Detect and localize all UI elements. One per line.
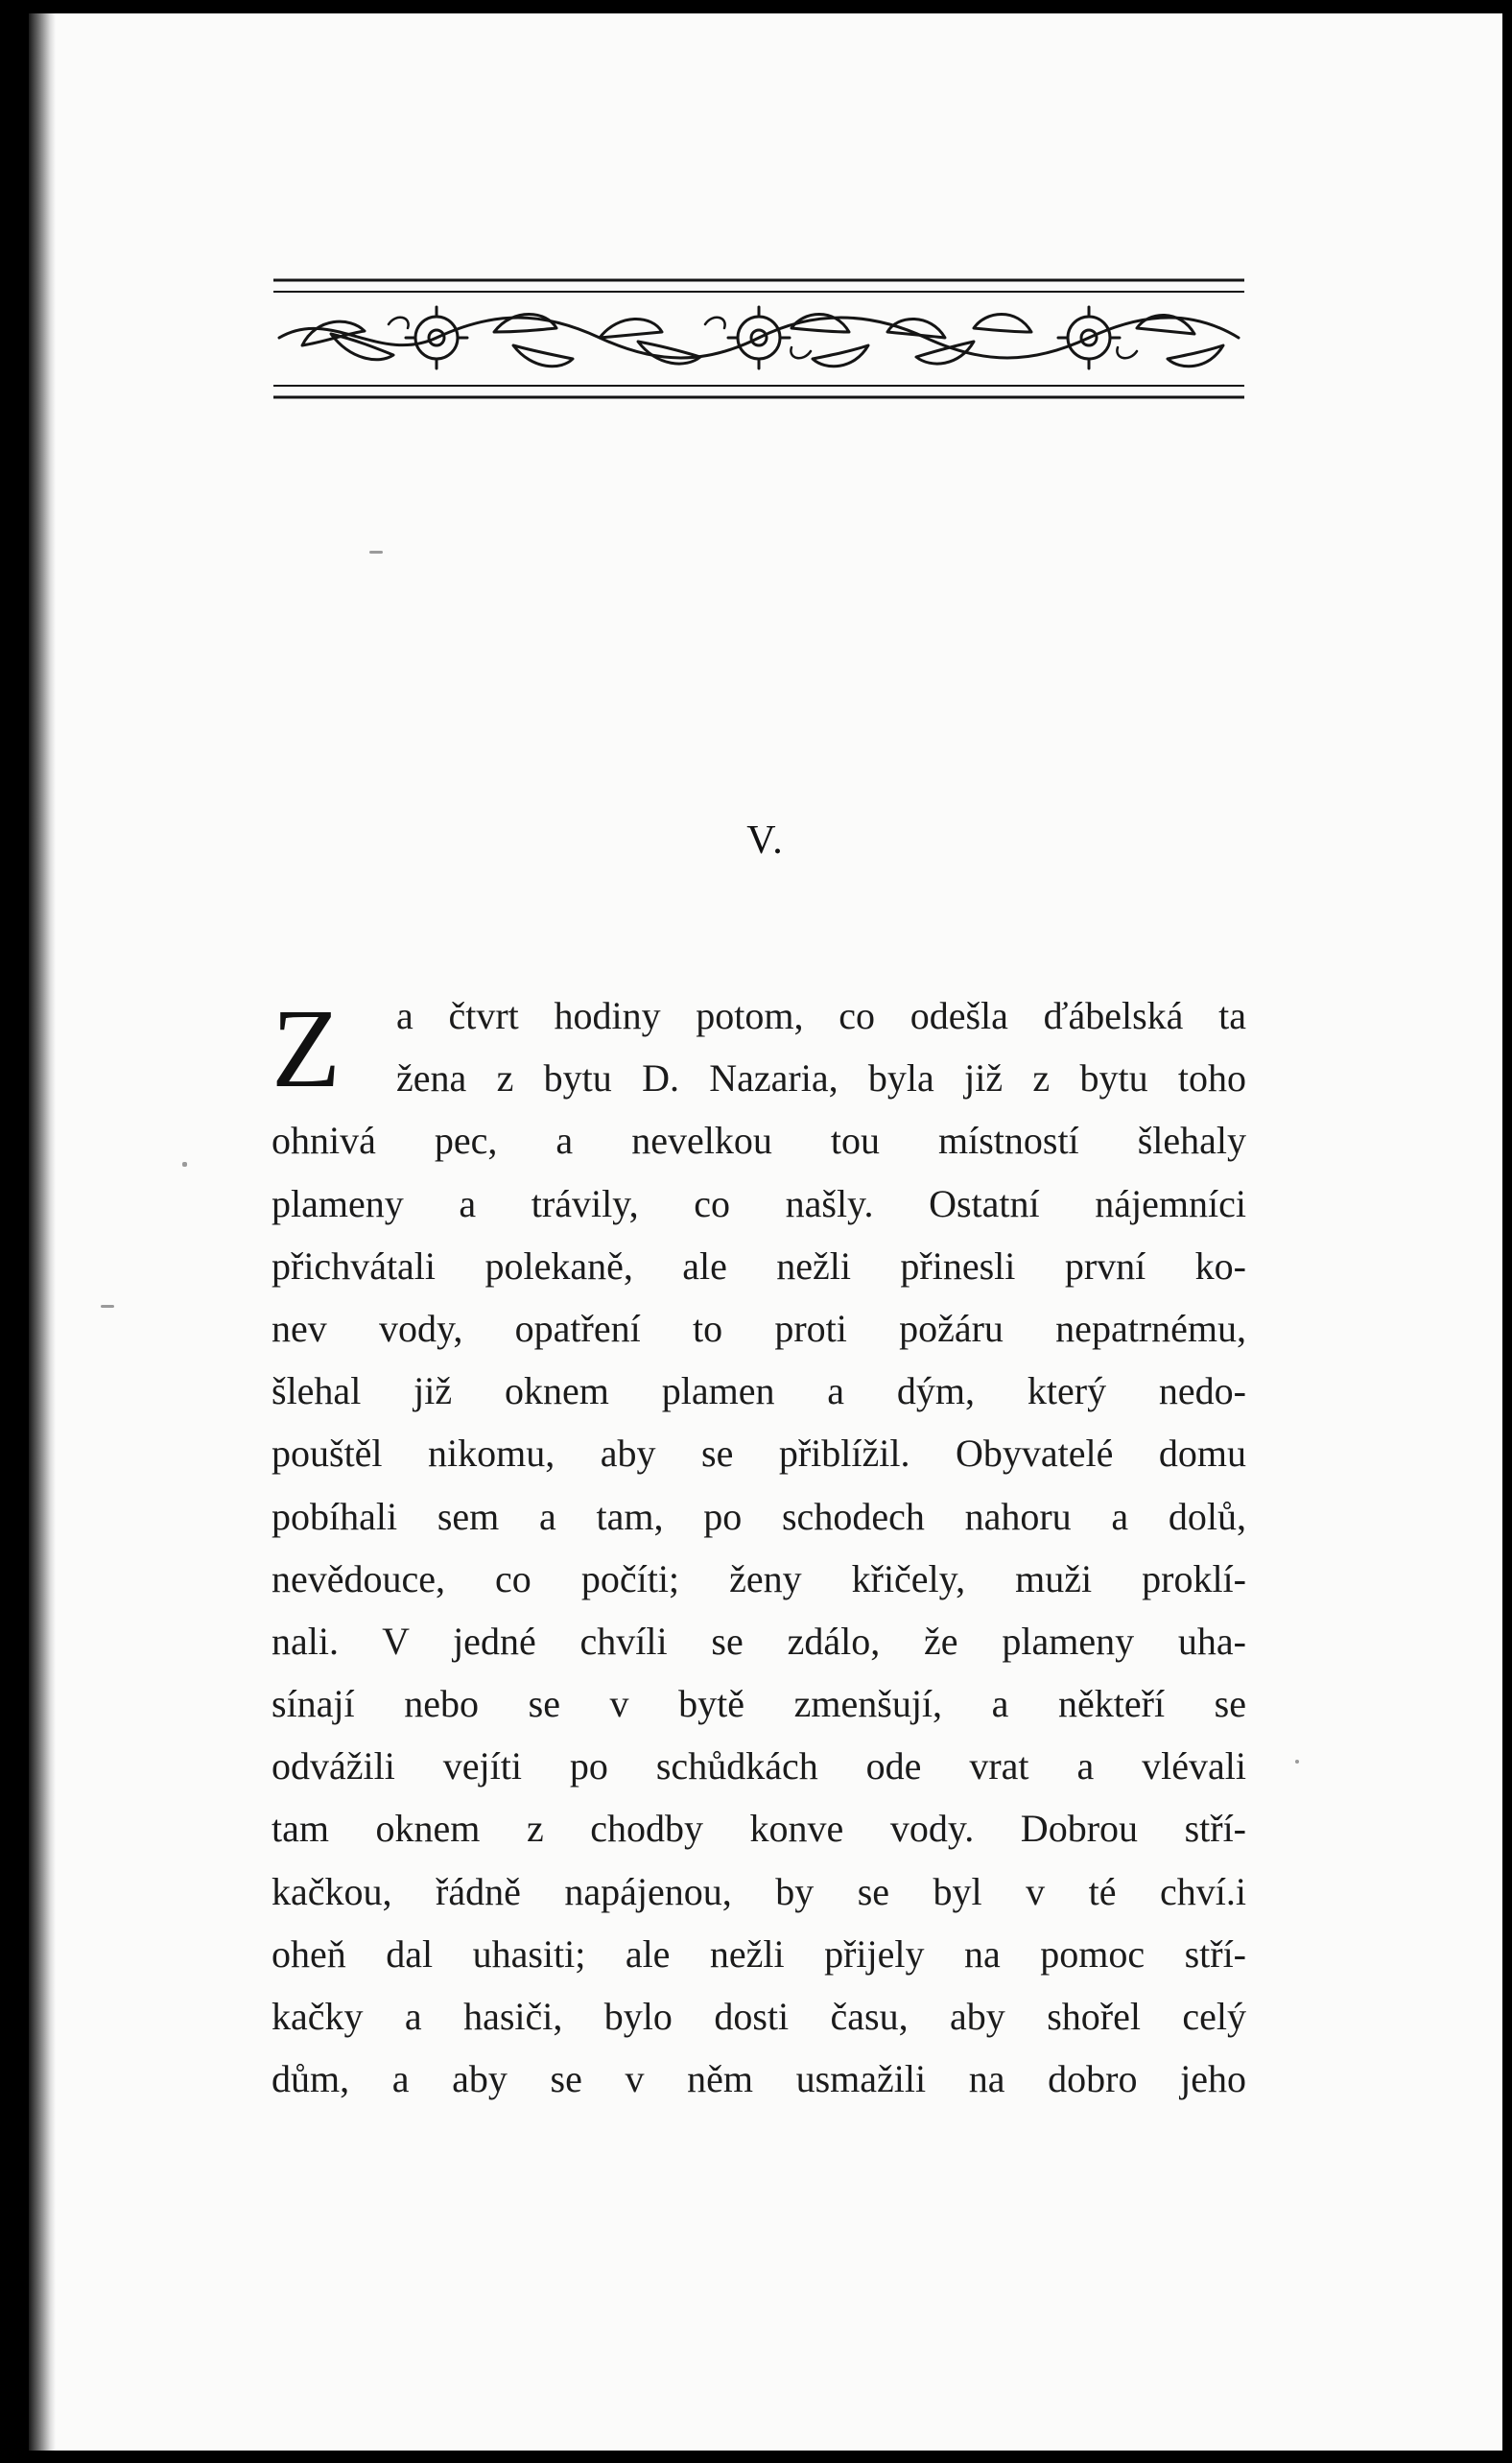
text-line: pouštěl nikomu, aby se přiblížil. Obyvatelé domu bbox=[272, 1432, 1246, 1476]
text-line: a čtvrt hodiny potom, co odešla ďábelská ta bbox=[396, 994, 1246, 1037]
paper-speck bbox=[101, 1305, 114, 1308]
text-line: dům, a aby se v něm usmažili na dobro jeho bbox=[272, 2057, 1246, 2101]
text-line: plameny a trávily, co našly. Ostatní nájemníci bbox=[272, 1181, 1246, 1225]
book-page bbox=[29, 13, 1502, 2451]
text-line: přichvátali polekaně, ale nežli přinesli první ko- bbox=[272, 1243, 1246, 1288]
text-line: oheň dal uhasiti; ale nežli přijely na pomoc stří- bbox=[272, 1931, 1246, 1976]
paper-speck bbox=[182, 1162, 187, 1167]
text-line: pobíhali sem a tam, po schodech nahoru a dolů, bbox=[272, 1494, 1246, 1538]
text-line: sínají nebo se v bytě zmenšují, a někteří se bbox=[272, 1682, 1246, 1726]
text-line: nevědouce, co počíti; ženy křičely, muži proklí- bbox=[272, 1556, 1246, 1600]
floral-headpiece-icon bbox=[273, 278, 1244, 403]
text-line: kačkou, řádně napájenou, by se byl v té chví.i bbox=[272, 1869, 1246, 1913]
chapter-number: V. bbox=[746, 818, 785, 863]
text-line: nali. V jedné chvíli se zdálo, že plameny uha- bbox=[272, 1619, 1246, 1663]
text-line: ohnivá pec, a nevelkou tou místností šlehaly bbox=[272, 1119, 1246, 1163]
text-line: nev vody, opatření to proti požáru nepatrnému, bbox=[272, 1306, 1246, 1350]
paper-speck bbox=[1295, 1760, 1299, 1764]
drop-cap-letter: Z bbox=[272, 985, 342, 1111]
text-line: žena z bytu D. Nazaria, byla již z bytu toho bbox=[396, 1056, 1246, 1101]
text-line: šlehal již oknem plamen a dým, který nedo- bbox=[272, 1369, 1246, 1413]
chapter-text bbox=[272, 984, 1246, 2110]
text-line: tam oknem z chodby konve vody. Dobrou stří- bbox=[272, 1807, 1246, 1851]
paper-speck bbox=[369, 551, 383, 554]
page-gutter-shadow bbox=[29, 13, 56, 2451]
text-line: odvážili vejíti po schůdkách ode vrat a vlévali bbox=[272, 1744, 1246, 1788]
text-line: kačky a hasiči, bylo dosti času, aby shořel celý bbox=[272, 1995, 1246, 2038]
